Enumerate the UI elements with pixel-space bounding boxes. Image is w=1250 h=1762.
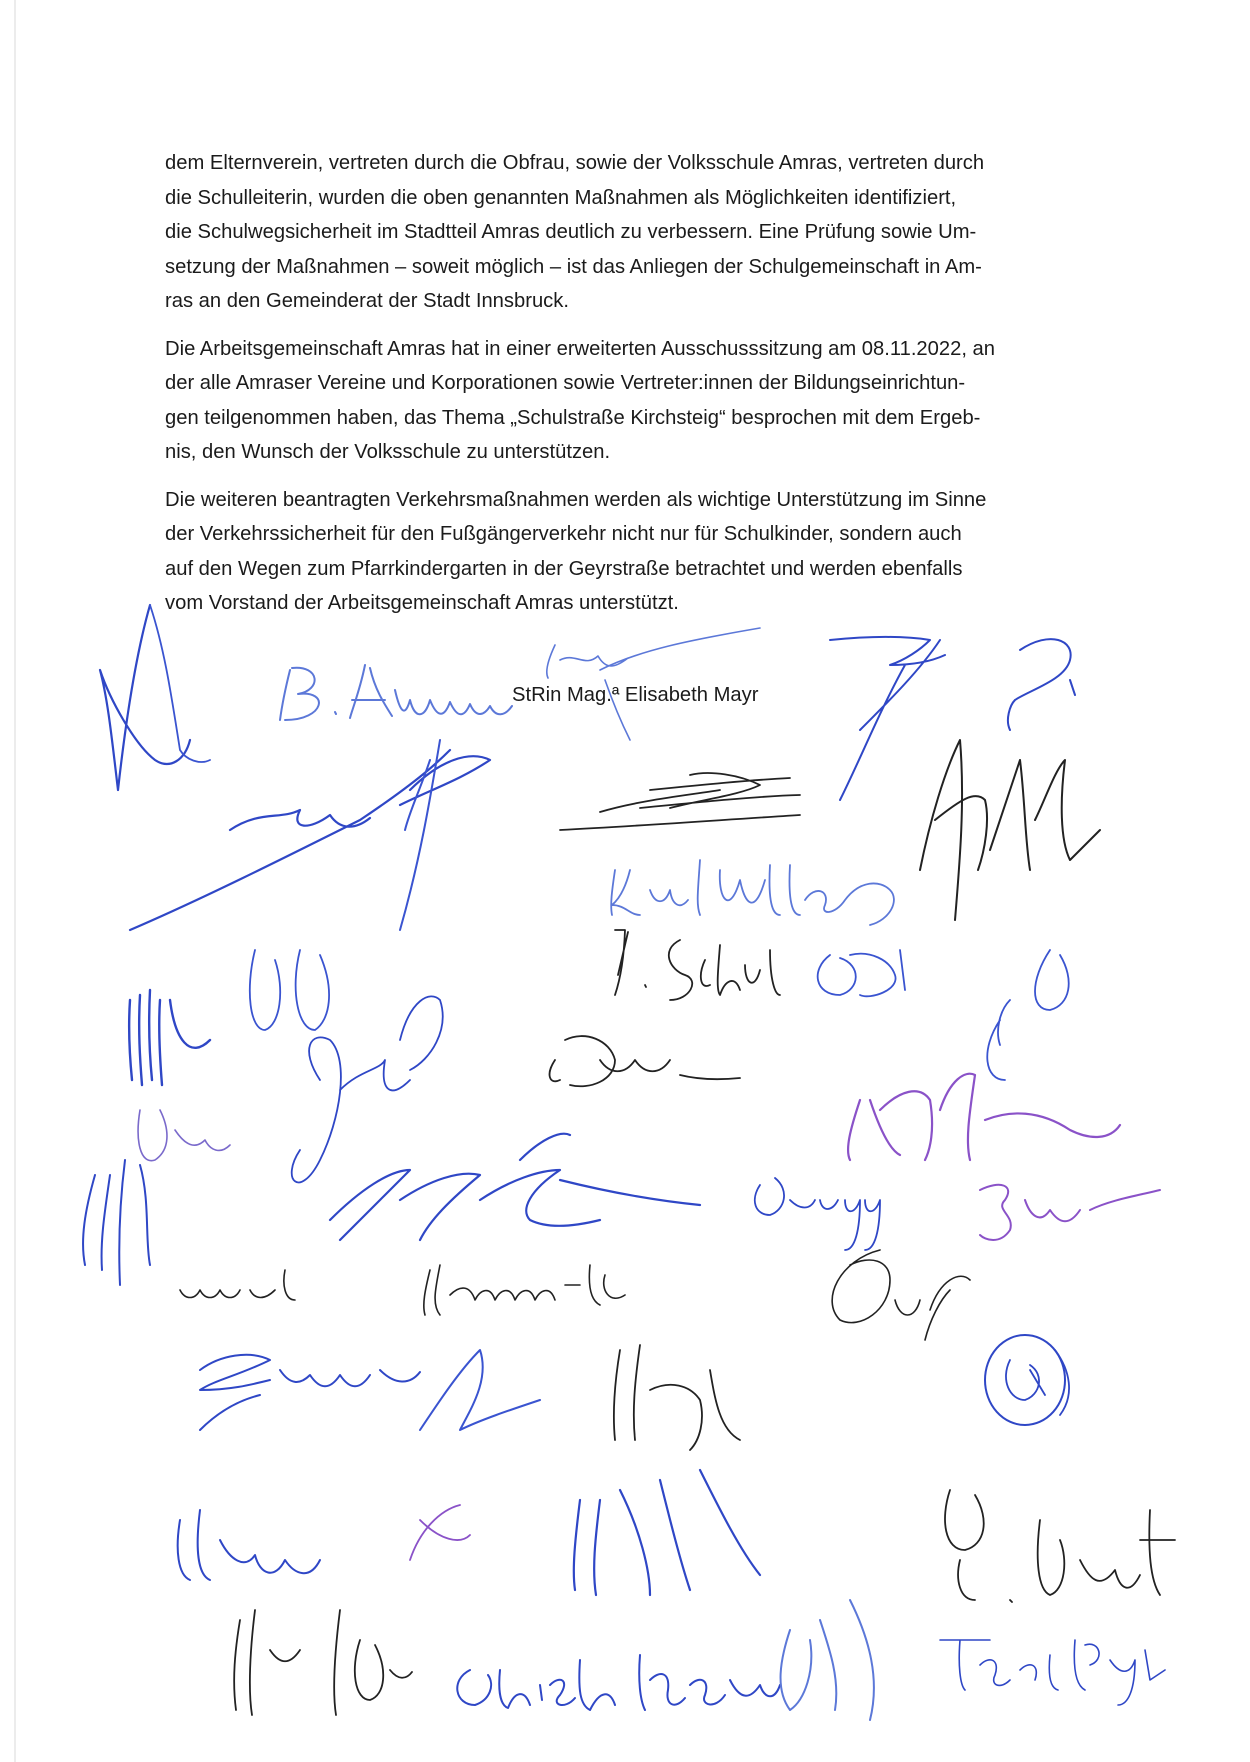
signature-stroke	[330, 1134, 700, 1240]
text-line: die Schulleiterin, wurden die oben genannten Maßnahmen als Möglichkeiten identifiziert,	[165, 186, 957, 209]
text-line: auf den Wegen zum Pfarrkindergarten in der Geyrstraße betrachtet und werden ebenfalls	[165, 557, 963, 580]
signature-stroke	[410, 1505, 470, 1560]
text-line: vom Vorstand der Arbeitsgemeinschaft Amras unterstützt.	[165, 592, 679, 614]
signature-stroke	[755, 1178, 880, 1250]
signature-stroke	[615, 930, 780, 1000]
text-line: Die weiteren beantragten Verkehrsmaßnahmen werden als wichtige Unterstützung im Sinne	[165, 488, 987, 511]
signature-stroke	[424, 1265, 625, 1315]
signature-stroke	[400, 740, 440, 930]
signature-stroke	[138, 1110, 230, 1161]
letter-body	[165, 146, 1095, 634]
signature-stroke	[574, 1470, 760, 1595]
signature-stroke	[614, 1345, 740, 1450]
signature-stroke	[832, 1250, 970, 1340]
signature-stroke	[639, 1655, 780, 1710]
signatory-name: StRin Mag.ª Elisabeth Mayr	[512, 684, 759, 706]
signature-stroke	[129, 990, 210, 1085]
signature-stroke	[987, 950, 1068, 1080]
signature-stroke	[920, 740, 1100, 920]
signature-stroke	[200, 1355, 420, 1430]
signature-stroke	[945, 1490, 1175, 1602]
signature-stroke	[848, 1074, 1120, 1160]
text-line: der Verkehrssicherheit für den Fußgängerverkehr nicht nur für Schulkinder, sondern auch	[165, 523, 962, 545]
signature-stroke	[250, 950, 329, 1030]
signature-stroke	[234, 1610, 412, 1715]
text-line: Die Arbeitsgemeinschaft Amras hat in einer erweiterten Ausschusssitzung am 08.11.2022, an	[165, 337, 996, 360]
paragraph-3	[165, 483, 1095, 621]
scan-edge-line	[14, 0, 16, 1762]
text-line: ras an den Gemeinderat der Stadt Innsbruck.	[165, 290, 569, 312]
text-line: die Schulwegsicherheit im Stadtteil Amras deutlich zu verbessern. Eine Prüfung sowie Um-	[165, 221, 977, 243]
signature-stroke	[1008, 639, 1075, 730]
paragraph-2	[165, 332, 1095, 470]
signature-stroke	[457, 1660, 615, 1710]
paragraph-1	[165, 146, 1095, 319]
signature-stroke	[830, 637, 945, 800]
signature-stroke	[280, 665, 512, 720]
signature-stroke	[611, 860, 894, 925]
signature-stroke	[420, 1350, 540, 1430]
signature-stroke	[818, 950, 905, 996]
text-line: gen teilgenommen haben, das Thema „Schulstraße Kirchsteig“ besprochen mit dem Ergeb-	[165, 406, 981, 429]
signature-stroke	[178, 1510, 320, 1580]
signature-stroke	[83, 1160, 150, 1285]
signature-stroke	[1006, 1350, 1069, 1415]
signature-stroke	[781, 1600, 874, 1720]
text-line: setzung der Maßnahmen – soweit möglich – ist das Anliegen der Schulgemeinschaft in Am-	[165, 255, 982, 278]
signature-stroke	[130, 750, 490, 930]
signature-stroke	[940, 1640, 1165, 1705]
signature-stroke	[550, 1036, 740, 1086]
signature-stroke	[980, 1185, 1160, 1240]
signature-stroke	[292, 996, 443, 1182]
signature-stroke	[985, 1335, 1065, 1425]
text-line: der alle Amraser Vereine und Korporationen sowie Vertreter:innen der Bildungseinrichtun-	[165, 372, 966, 394]
text-line: nis, den Wunsch der Volksschule zu unterstützen.	[165, 441, 611, 463]
signature-stroke	[560, 773, 800, 830]
text-line: dem Elternverein, vertreten durch die Obfrau, sowie der Volksschule Amras, vertreten durch	[165, 152, 985, 174]
signature-stroke	[180, 1270, 295, 1300]
